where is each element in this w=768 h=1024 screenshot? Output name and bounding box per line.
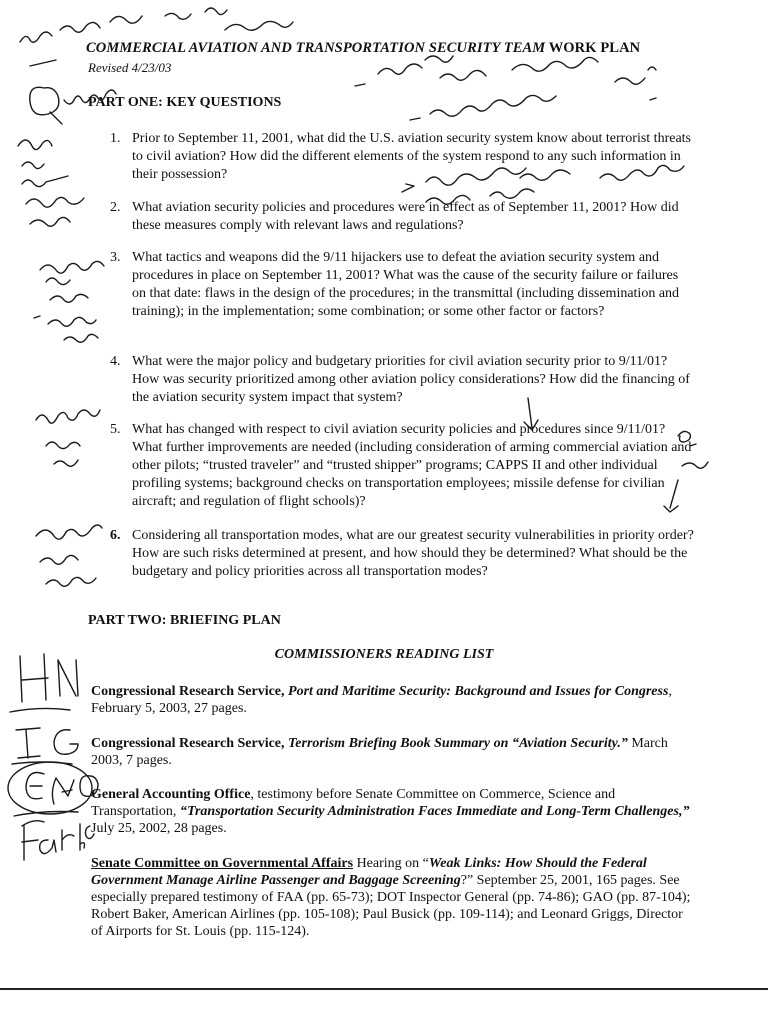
reference-details: July 25, 2002, 28 pages. xyxy=(91,821,227,836)
question-number: 6. xyxy=(110,528,121,543)
reference-details: ?” September 25, 2001, 165 pages. See especially prepared testimony of FAA (pp. 65-73); DOT Inspector General (pp. 74-86); GAO (pp. 87-104); Robert Baker, American Airlines (pp. 105-108); Paul Busick (pp. 109-114); and Leonard Griggs, Director of Airports for St. Louis (pp. 115-124). xyxy=(91,873,691,939)
reference-item xyxy=(91,786,691,837)
reference-title: “Transportation Security Administration Faces Immediate and Long-Term Challenges,” xyxy=(179,804,690,819)
part-one-heading: PART ONE: KEY QUESTIONS xyxy=(88,95,282,110)
question-1 xyxy=(110,130,695,184)
reference-quote: “Aviation Security.” xyxy=(508,736,628,751)
question-text: What tactics and weapons did the 9/11 hijackers use to defeat the aviation security system and procedures in place on September 11, 2001? What was the cause of the security failure or failures on that date: flaws in the design of the procedures; in the transmittal (including dissemination and training); in the implementation; some combination; or some other factor or factors? xyxy=(132,250,680,319)
question-number: 2. xyxy=(110,200,121,215)
question-number: 4. xyxy=(110,354,121,369)
reference-org: Congressional Research Service, xyxy=(91,736,289,751)
reading-list-heading: COMMISSIONERS READING LIST xyxy=(274,647,494,662)
question-4 xyxy=(110,353,695,407)
question-text: Considering all transportation modes, what are our greatest security vulnerabilities in priority order? How are such risks determined at present, and how should they be determined? What should be the budgetary and policy priorities across all transportation modes? xyxy=(132,528,694,579)
part-two-heading: PART TWO: BRIEFING PLAN xyxy=(88,613,281,628)
reference-details: March 2003, 7 pages. xyxy=(91,736,668,768)
question-text: What aviation security policies and procedures were in effect as of September 11, 2001? How did these measures comply with relevant laws and regulations? xyxy=(132,200,679,233)
reference-mid: , testimony before Senate Committee on Commerce, Science and Transportation, xyxy=(91,787,616,819)
question-3 xyxy=(110,249,695,321)
reference-org: Senate Committee on Governmental Affairs xyxy=(91,856,354,871)
question-text: Prior to September 11, 2001, what did the U.S. aviation security system know about terrorist threats to civil aviation? How did the different elements of the system respond to any such information in their possession? xyxy=(132,131,691,182)
bottom-rule xyxy=(0,988,768,990)
reference-details: , February 5, 2003, 27 pages. xyxy=(91,684,672,716)
document-title xyxy=(86,40,766,57)
question-number: 3. xyxy=(110,250,121,265)
reference-mid: Hearing on “ xyxy=(353,856,429,871)
reference-item xyxy=(91,855,691,940)
revised-date: Revised 4/23/03 xyxy=(88,60,172,75)
title-suffix: WORK PLAN xyxy=(545,40,641,56)
title-main: COMMERCIAL AVIATION AND TRANSPORTATION SECURITY TEAM xyxy=(86,40,546,56)
question-2 xyxy=(110,199,695,235)
reference-title: Weak Links: How Should the Federal Government Manage Airline Passenger and Baggage Screening xyxy=(91,856,647,888)
reference-org: General Accounting Office xyxy=(91,787,251,802)
reference-item xyxy=(91,683,691,717)
question-6 xyxy=(110,527,695,581)
question-text: What has changed with respect to civil aviation security policies and procedures since 9/11/01? What further improvements are needed (including consideration of arming commercial aviation and other pilots; “trusted traveler” and “trusted shipper” programs; CAPPS II and other individual profiling systems; background checks on transportation employees; missile defense for civilian aircraft; and regulation of flight schools)? xyxy=(132,422,692,509)
reference-item xyxy=(91,735,691,769)
question-number: 5. xyxy=(110,422,121,437)
reference-title: Port and Maritime Security: Background and Issues for Congress xyxy=(288,684,669,699)
question-number: 1. xyxy=(110,131,121,146)
question-5 xyxy=(110,421,695,511)
reference-org: Congressional Research Service, xyxy=(91,684,289,699)
reference-title: Terrorism Briefing Book Summary on xyxy=(288,736,509,751)
question-text: What were the major policy and budgetary priorities for civil aviation security prior to 9/11/01? How was security prioritized among other aviation policy considerations? How did the financing of the aviation security system impact that system? xyxy=(132,354,690,405)
